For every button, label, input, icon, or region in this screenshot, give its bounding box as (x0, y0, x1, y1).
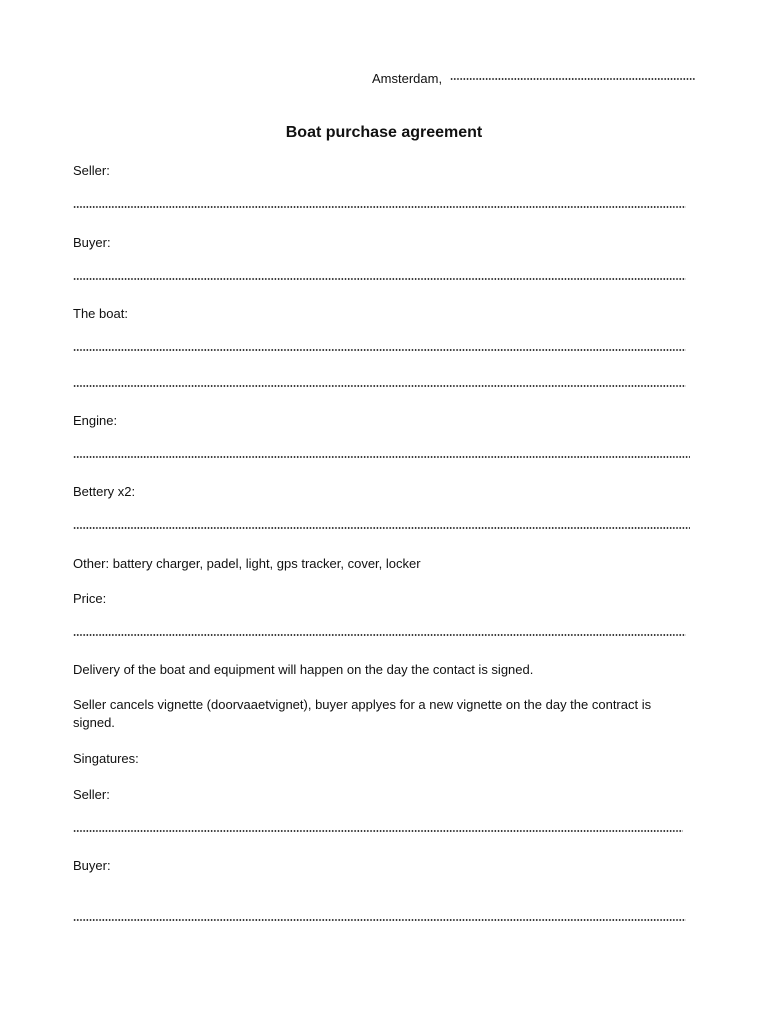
price-label: Price: (73, 591, 107, 606)
seller-fill-line[interactable] (73, 203, 686, 211)
buyer-fill-line[interactable] (73, 275, 686, 283)
signatures-heading: Singatures: (73, 751, 139, 766)
engine-label: Engine: (73, 413, 118, 428)
seller-label: Seller: (73, 163, 110, 178)
seller-signature-label: Seller: (73, 787, 110, 802)
vignette-clause: Seller cancels vignette (doorvaaetvignet), buyer applyes for a new vignette on the day the contract is signed. (73, 697, 652, 730)
price-fill-line[interactable] (73, 631, 686, 639)
date-fill-line[interactable] (450, 75, 695, 83)
buyer-label: Buyer: (73, 235, 111, 250)
document-title: Boat purchase agreement (285, 124, 483, 141)
battery-label: Bettery x2: (73, 484, 136, 499)
buyer-signature-line[interactable] (73, 916, 686, 924)
seller-signature-line[interactable] (73, 827, 683, 835)
boat-label: The boat: (73, 306, 128, 321)
other-items: Other: battery charger, padel, light, gps tracker, cover, locker (73, 556, 421, 571)
place-label: Amsterdam, (372, 71, 443, 86)
engine-fill-line[interactable] (73, 453, 690, 461)
buyer-signature-label: Buyer: (73, 858, 111, 873)
boat-fill-line-2[interactable] (73, 382, 686, 390)
battery-fill-line[interactable] (73, 524, 690, 532)
boat-fill-line-1[interactable] (73, 346, 686, 354)
delivery-clause: Delivery of the boat and equipment will happen on the day the contact is signed. (73, 662, 534, 677)
